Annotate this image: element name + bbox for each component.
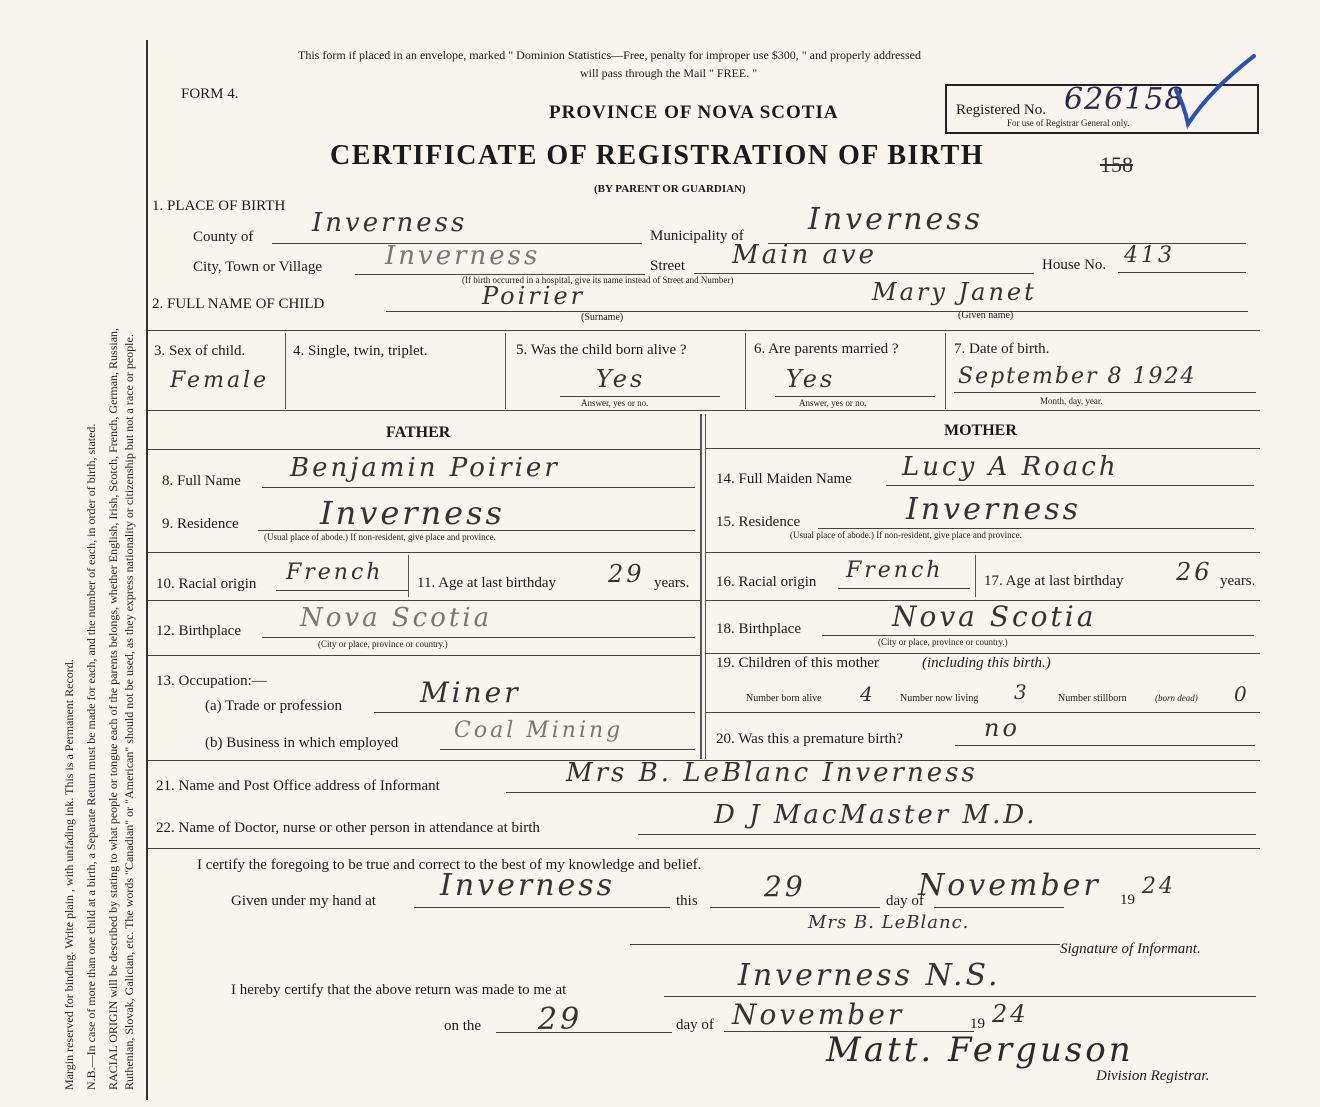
check-mark-icon — [1170, 50, 1260, 140]
registrar-signature: Matt. Ferguson — [826, 1030, 1134, 1070]
hospital-note: (If birth occurred in a hospital, give its name instead of Street and Number) — [462, 275, 734, 285]
certify-year-prefix: 19 — [1120, 892, 1135, 908]
municipality-value: Inverness — [808, 202, 984, 237]
stillborn-note: (born dead) — [1155, 693, 1198, 703]
father-age-value: 29 — [608, 560, 645, 588]
father-business-label: (b) Business in which employed — [205, 735, 399, 751]
premature-birth-value: no — [984, 714, 1020, 742]
stillborn-count: 0 — [1234, 682, 1250, 706]
father-racial-origin-value: French — [286, 560, 384, 585]
doctor-label: 22. Name of Doctor, nurse or other person in attendance at birth — [156, 820, 540, 836]
registrar-month-value: November — [732, 998, 905, 1031]
binding-margin-line — [146, 40, 148, 1100]
registrar-caption: Division Registrar. — [1096, 1068, 1210, 1084]
certify-year-value: 24 — [1142, 874, 1176, 899]
born-alive-label: 5. Was the child born alive ? — [516, 342, 687, 358]
living-count: 3 — [1014, 680, 1030, 704]
father-name-value: Benjamin Poirier — [290, 453, 560, 483]
mother-birthplace-label: 18. Birthplace — [716, 621, 801, 637]
mother-age-years: years. — [1220, 573, 1256, 589]
stillborn-count-label: Number stillborn — [1058, 693, 1127, 704]
house-number-label: House No. — [1042, 257, 1107, 273]
mother-residence-value: Inverness — [906, 492, 1082, 527]
father-business-value: Coal Mining — [454, 718, 624, 743]
certify-day-value: 29 — [764, 870, 806, 903]
children-of-mother-note: (including this birth.) — [922, 655, 1051, 671]
father-heading: FATHER — [386, 424, 451, 441]
given-place-value: Inverness — [440, 868, 616, 903]
mother-birthplace-value: Nova Scotia — [892, 600, 1097, 633]
county-value: Inverness — [312, 208, 468, 238]
children-of-mother-label: 19. Children of this mother — [716, 655, 879, 671]
given-name-caption: (Given name) — [958, 310, 1014, 321]
premature-birth-label: 20. Was this a premature birth? — [716, 731, 903, 747]
informant-label: 21. Name and Post Office address of Informant — [156, 778, 440, 794]
mother-name-label: 14. Full Maiden Name — [716, 471, 852, 487]
mother-birthplace-caption: (City or place, province or country.) — [878, 637, 1008, 647]
living-count-label: Number now living — [900, 693, 979, 704]
father-residence-value: Inverness — [320, 494, 505, 532]
child-given-name: Mary Janet — [872, 278, 1037, 306]
certify-statement: I certify the foregoing to be true and correct to the best of my knowledge and belief. — [197, 857, 702, 873]
parents-married-label: 6. Are parents married ? — [754, 341, 899, 357]
born-alive-count: 4 — [860, 682, 876, 706]
born-alive-value: Yes — [596, 365, 646, 393]
certify-month-value: November — [918, 868, 1101, 903]
surname-caption: (Surname) — [581, 312, 624, 323]
born-alive-count-label: Number born alive — [746, 693, 822, 704]
father-age-label: 11. Age at last birthday — [417, 575, 556, 591]
registered-number-label: Registered No. — [956, 102, 1046, 118]
mother-racial-origin-value: French — [846, 558, 944, 583]
city-label: City, Town or Village — [193, 259, 323, 275]
registrar-year-prefix: 19 — [970, 1016, 985, 1032]
sex-label: 3. Sex of child. — [154, 343, 246, 359]
given-under-hand-label: Given under my hand at — [231, 893, 376, 909]
registrar-use-note: For use of Registrar General only. — [1007, 118, 1130, 128]
street-value: Main ave — [732, 240, 878, 270]
mother-age-value: 26 — [1176, 558, 1213, 586]
child-surname: Poirier — [482, 282, 586, 310]
parents-married-caption: Answer, yes or no. — [799, 398, 867, 408]
father-trade-label: (a) Trade or profession — [205, 698, 343, 714]
father-residence-caption: (Usual place of abode.) If non-resident, give place and province. — [264, 532, 496, 542]
father-residence-label: 9. Residence — [162, 516, 239, 532]
house-number-value: 413 — [1124, 243, 1175, 268]
registrar-place-value: Inverness N.S. — [738, 958, 1001, 993]
registrar-on-the-label: on the — [444, 1018, 482, 1034]
parents-married-value: Yes — [786, 365, 836, 393]
crossed-out-number: 158 — [1100, 152, 1133, 177]
mother-racial-origin-label: 16. Racial origin — [716, 574, 817, 590]
sex-value: Female — [170, 368, 270, 393]
father-birthplace-caption: (City or place, province or country.) — [318, 639, 448, 649]
certify-day-of-label: day of — [886, 893, 924, 909]
county-label: County of — [193, 229, 254, 245]
father-birthplace-label: 12. Birthplace — [156, 623, 241, 639]
mail-notice-line1: This form if placed in an envelope, marked " Dominion Statistics—Free, penalty for improper use $300, " and properly addressed — [298, 48, 921, 62]
municipality-label: Municipality of — [650, 228, 744, 244]
certify-this-label: this — [676, 893, 698, 909]
certificate-subtitle: (BY PARENT OR GUARDIAN) — [594, 183, 746, 195]
registrar-year-value: 24 — [992, 1000, 1029, 1028]
mother-name-value: Lucy A Roach — [902, 452, 1119, 482]
informant-signature-caption: Signature of Informant. — [1060, 941, 1201, 957]
father-trade-value: Miner — [420, 676, 521, 709]
single-twin-label: 4. Single, twin, triplet. — [293, 343, 428, 359]
registrar-statement: I hereby certify that the above return was made to me at — [231, 982, 567, 998]
doctor-value: D J MacMaster M.D. — [714, 800, 1038, 830]
margin-note-racial-origin-1: RACIAL ORIGIN will be described by stating to what people or tongue each of the parents belongs, whether English, Irish, Scotch, French, German, Russian, — [106, 327, 120, 1090]
father-birthplace-value: Nova Scotia — [300, 603, 493, 633]
mother-heading: MOTHER — [944, 422, 1017, 439]
date-of-birth-label: 7. Date of birth. — [954, 341, 1050, 357]
form-number: FORM 4. — [181, 86, 239, 102]
place-of-birth-label: 1. PLACE OF BIRTH — [152, 198, 286, 214]
informant-value: Mrs B. LeBlanc Inverness — [566, 758, 978, 788]
registrar-day-value: 29 — [538, 1002, 583, 1037]
city-value: Inverness — [385, 241, 541, 271]
father-name-label: 8. Full Name — [162, 473, 241, 489]
father-occupation-label: 13. Occupation:— — [156, 673, 267, 689]
registrar-day-of-label: day of — [676, 1017, 714, 1033]
province-heading: PROVINCE OF NOVA SCOTIA — [549, 102, 839, 123]
mail-notice-line2: will pass through the Mail " FREE. " — [580, 66, 758, 80]
child-name-label: 2. FULL NAME OF CHILD — [152, 296, 325, 312]
certificate-title: CERTIFICATE OF REGISTRATION OF BIRTH — [330, 140, 985, 171]
mother-residence-label: 15. Residence — [716, 514, 801, 530]
date-of-birth-value: September 8 1924 — [958, 364, 1197, 389]
registered-number: 626158 — [1064, 82, 1185, 117]
date-of-birth-caption: Month, day, year. — [1040, 396, 1103, 406]
father-racial-origin-label: 10. Racial origin — [156, 576, 257, 592]
mother-age-label: 17. Age at last birthday — [984, 573, 1124, 589]
margin-note-multiple-births: N.B.—In case of more than one child at a birth, a Separate Return must be made for each, and the number of each, in order of birth, stated. — [84, 423, 98, 1090]
street-label: Street — [650, 258, 685, 274]
informant-signature: Mrs B. LeBlanc. — [808, 912, 970, 933]
margin-note-binding: Margin reserved for binding. Write plain , with unfading ink. This is a Permanent Record. — [62, 659, 76, 1090]
father-age-years: years. — [654, 575, 690, 591]
mother-residence-caption: (Usual place of abode.) If non-resident, give place and province. — [790, 530, 1022, 540]
margin-note-racial-origin-2: Ruthenian, Slovak, Galician, etc. The words "Canadian" or "American" should not be used, as they express nationality or citizenship but not a race or people. — [122, 334, 136, 1090]
born-alive-caption: Answer, yes or no. — [581, 398, 649, 408]
